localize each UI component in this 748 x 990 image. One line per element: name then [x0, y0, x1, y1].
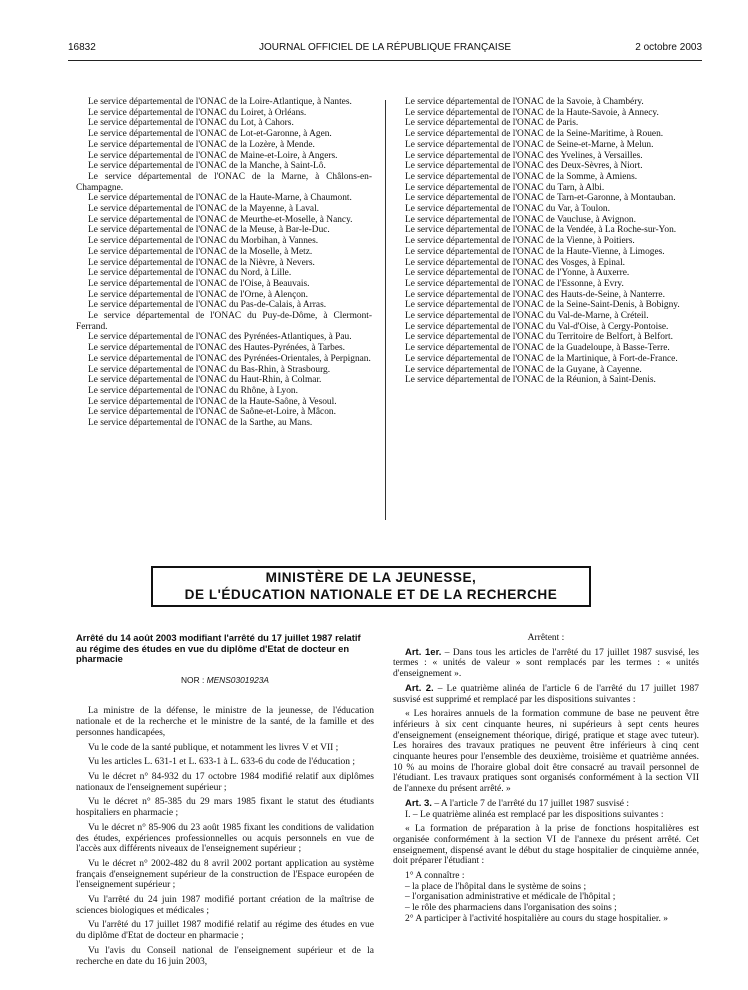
- arrete-right-column: [393, 633, 699, 925]
- article-3-dash-2: – l'organisation administrative et médicale de l'hôpital ;: [405, 892, 616, 903]
- arrete-title: Arrêté du 14 août 2003 modifiant l'arrêté du 17 juillet 1987 relatif au régime des études en vue du diplôme d'Etat de docteur en pharmacie: [76, 632, 361, 665]
- onac-service-entry: Le service départemental de l'ONAC du Var, à Toulon.: [405, 204, 610, 215]
- issue-date: 2 octobre 2003: [635, 42, 702, 53]
- article-3-dash-3: – le rôle des pharmaciens dans l'organisation des soins ;: [405, 903, 617, 914]
- onac-service-entry: Le service départemental de l'ONAC du Bas-Rhin, à Strasbourg.: [88, 364, 331, 375]
- onac-service-entry: Le service départemental de l'ONAC de Vaucluse, à Avignon.: [405, 214, 636, 225]
- onac-service-entry: Le service départemental de l'ONAC de l'Yonne, à Auxerre.: [405, 268, 630, 279]
- ministry-heading: [151, 566, 591, 607]
- onac-service-entry: Le service départemental de l'ONAC de Paris.: [405, 118, 579, 129]
- article-3-quote: « La formation de préparation à la prise de fonctions hospitalières est organisée conformément à la section VI de l'annexe du présent arrêté. Cet enseignement, dispensé avant le début du stage hospitalier de cinquième année, doit préparer l'étudiant :: [393, 824, 699, 867]
- onac-service-entry: Le service départemental de l'ONAC de la Réunion, à Saint-Denis.: [405, 375, 656, 386]
- page-number: 16832: [68, 42, 96, 53]
- onac-service-entry: Le service départemental de l'ONAC de Seine-et-Marne, à Melun.: [405, 139, 654, 150]
- arretent: Arrêtent :: [527, 633, 565, 643]
- onac-service-entry: Le service départemental de l'ONAC du Tarn, à Albi.: [405, 182, 605, 193]
- preamble-visa: Vu les articles L. 631-1 et L. 633-1 à L. 633-6 du code de l'éducation ;: [88, 757, 356, 768]
- preamble-visa: Vu le décret n° 2002-482 du 8 avril 2002 portant application au système français d'enseignement supérieur de la construction de l'Espace européen de l'enseignement supérieur ;: [76, 858, 374, 891]
- onac-service-entry: Le service départemental de l'ONAC des Yvelines, à Versailles.: [405, 150, 643, 161]
- nor-label: NOR :: [181, 674, 205, 685]
- onac-service-entry: Le service départemental de l'ONAC du Puy-de-Dôme, à Clermont-Ferrand.: [76, 311, 372, 332]
- article-1: [393, 648, 699, 680]
- ministry-heading-line2: DE L'ÉDUCATION NATIONALE ET DE LA RECHERCHE: [184, 587, 558, 602]
- onac-service-entry: Le service départemental de l'ONAC de Maine-et-Loire, à Angers.: [88, 150, 338, 161]
- article-3-item-2: 2° A participer à l'activité hospitalière au cours du stage hospitalier. »: [405, 913, 668, 924]
- onac-service-entry: Le service départemental de l'ONAC de la Haute-Marne, à Chaumont.: [88, 193, 352, 204]
- onac-service-entry: Le service départemental de l'ONAC de la Guadeloupe, à Basse-Terre.: [405, 343, 670, 354]
- onac-service-entry: Le service départemental de l'ONAC du Pas-de-Calais, à Arras.: [88, 300, 327, 311]
- onac-service-entry: Le service départemental de l'ONAC des Vosges, à Epinal.: [405, 257, 626, 268]
- onac-service-entry: Le service départemental de l'ONAC des Pyrénées-Atlantiques, à Pau.: [88, 332, 352, 343]
- nor-code: MENS0301923A: [206, 674, 269, 685]
- onac-service-entry: Le service départemental de l'ONAC de la Marne, à Châlons-en-Champagne.: [76, 171, 372, 193]
- onac-service-entry: Le service départemental de l'ONAC des Pyrénées-Orientales, à Perpignan.: [88, 353, 371, 364]
- onac-service-entry: Le service départemental de l'ONAC de la Martinique, à Fort-de-France.: [405, 353, 678, 364]
- article-2-quote: « Les horaires annuels de la formation commune de base ne peuvent être inférieurs à six cent cinquante heures, ni supérieurs à sept cents heures d'enseignement (enseignement théorique, dirigé, pratique et stage avec tuteur). Les horaires des travaux pratiques ne peuvent être inférieurs à cinq cent cinquante heures pour l'ensemble des deuxième, troisième et quatrième années. 10 % au moins de l'horaire global doit être consacré au travail personnel de l'étudiant. Les travaux pratiques sont organisés conformément à la section VII de l'annexe du présent arrêté. »: [393, 709, 699, 795]
- article-1-text: – Dans tous les articles de l'arrêté du 17 juillet 1987 susvisé, les termes : « unités de valeur » sont remplacés par les termes : « unités d'enseignement ».: [393, 647, 699, 680]
- onac-service-entry: Le service départemental de l'ONAC de Saône-et-Loire, à Mâcon.: [88, 407, 336, 418]
- onac-service-entry: Le service départemental de l'ONAC du Territoire de Belfort, à Belfort.: [405, 332, 673, 343]
- onac-service-entry: Le service départemental de l'ONAC de Lot-et-Garonne, à Agen.: [88, 129, 332, 140]
- onac-service-entry: Le service départemental de l'ONAC des Hauts-de-Seine, à Nanterre.: [405, 289, 665, 300]
- onac-service-entry: Le service départemental de l'ONAC de la Manche, à Saint-Lô.: [88, 161, 326, 172]
- onac-service-entry: Le service départemental de l'ONAC du Morbihan, à Vannes.: [88, 236, 319, 247]
- onac-service-entry: Le service départemental de l'ONAC de l'Orne, à Alençon.: [88, 289, 308, 300]
- onac-service-entry: Le service départemental de l'ONAC de la Sarthe, au Mans.: [88, 418, 313, 429]
- journal-title: JOURNAL OFFICIEL DE LA RÉPUBLIQUE FRANÇAISE: [258, 42, 512, 53]
- onac-service-entry: Le service départemental de l'ONAC de la Vienne, à Poitiers.: [405, 236, 635, 247]
- onac-service-entry: Le service départemental de l'ONAC de la Loire-Atlantique, à Nantes.: [88, 97, 352, 107]
- onac-service-entry: Le service départemental de l'ONAC de la Guyane, à Cayenne.: [405, 364, 642, 375]
- onac-service-entry: Le service départemental de l'ONAC de la Seine-Saint-Denis, à Bobigny.: [405, 300, 680, 311]
- onac-service-entry: Le service départemental de l'ONAC de la Meuse, à Bar-le-Duc.: [88, 225, 330, 236]
- onac-service-entry: Le service départemental de l'ONAC de la Haute-Saône, à Vesoul.: [88, 396, 337, 407]
- onac-service-entry: Le service départemental de l'ONAC de Tarn-et-Garonne, à Montauban.: [405, 193, 676, 204]
- arrete-preamble: [76, 706, 374, 967]
- preamble-visa: Vu le décret n° 85-385 du 29 mars 1985 fixant le statut des étudiants hospitaliers en pharmacie ;: [76, 797, 374, 819]
- article-3-text: – A l'article 7 de l'arrêté du 17 juillet 1987 susvisé :: [431, 798, 630, 809]
- page-header: [68, 42, 702, 60]
- onac-service-entry: Le service départemental de l'ONAC de la Haute-Vienne, à Limoges.: [405, 246, 665, 257]
- article-3-dash-1: – la place de l'hôpital dans le système de soins ;: [405, 881, 587, 892]
- onac-service-entry: Le service départemental de l'ONAC de la Mayenne, à Laval.: [88, 204, 320, 215]
- preamble-ministers: La ministre de la défense, le ministre de la jeunesse, de l'éducation nationale et de la recherche et le ministre de la santé, de la famille et des personnes handicapées,: [76, 706, 374, 738]
- article-2-text: – Le quatrième alinéa de l'article 6 de l'arrêté du 17 juillet 1987 susvisé est supprimé et remplacé par les dispositions suivantes :: [393, 683, 699, 705]
- preamble-visa: Vu l'arrêté du 24 juin 1987 modifié portant création de la maîtrise de sciences biologiques et médicales ;: [76, 895, 374, 916]
- preamble-visa: Vu le décret n° 85-906 du 23 août 1985 fixant les conditions de validation des études, expériences professionnelles ou acquis personnels en vue de l'accès aux différents niveaux de l'enseignement supérieur ;: [76, 822, 374, 855]
- article-2-label: Art. 2.: [405, 682, 434, 694]
- article-3-para1: I. – Le quatrième alinéa est remplacé par les dispositions suivantes :: [405, 809, 664, 820]
- nor-reference: [76, 675, 374, 686]
- onac-service-entry: Le service départemental de l'ONAC de la Seine-Maritime, à Rouen.: [405, 129, 664, 140]
- onac-service-entry: Le service départemental de l'ONAC du Rhône, à Lyon.: [88, 385, 298, 396]
- preamble-visa: Vu le code de la santé publique, et notamment les livres V et VII ;: [88, 742, 339, 753]
- onac-service-entry: Le service départemental de l'ONAC des Deux-Sèvres, à Niort.: [405, 161, 643, 172]
- onac-service-entry: Le service départemental de l'ONAC du Loiret, à Orléans.: [88, 107, 307, 118]
- ministry-heading-line1: MINISTÈRE DE LA JEUNESSE,: [265, 570, 477, 585]
- onac-list-right: [393, 97, 697, 386]
- header-rule: [68, 60, 702, 61]
- preamble-visa: Vu le décret n° 84-932 du 17 octobre 1984 modifié relatif aux diplômes nationaux de l'enseignement supérieur ;: [76, 772, 374, 793]
- onac-service-entry: Le service départemental de l'ONAC de la Moselle, à Metz.: [88, 246, 313, 257]
- onac-service-entry: Le service départemental de l'ONAC de la Nièvre, à Nevers.: [88, 257, 315, 268]
- article-3-label: Art. 3.: [405, 797, 432, 809]
- article-3: [393, 799, 699, 810]
- preamble-visa: Vu l'avis du Conseil national de l'enseignement supérieur et de la recherche en date du 16 juin 2003,: [76, 945, 374, 967]
- onac-service-entry: Le service départemental de l'ONAC du Lot, à Cahors.: [88, 118, 294, 129]
- onac-service-entry: Le service départemental de l'ONAC de la Lozère, à Mende.: [88, 139, 315, 150]
- onac-service-entry: Le service départemental de l'ONAC du Val-d'Oise, à Cergy-Pontoise.: [405, 321, 669, 332]
- onac-service-entry: Le service départemental de l'ONAC des Hautes-Pyrénées, à Tarbes.: [88, 343, 346, 354]
- article-1-label: Art. 1er.: [405, 646, 442, 658]
- arrete-left-column: [76, 633, 374, 967]
- onac-service-entry: Le service départemental de l'ONAC du Val-de-Marne, à Créteil.: [405, 311, 649, 322]
- article-2: [393, 684, 699, 705]
- onac-service-entry: Le service départemental de l'ONAC de la Haute-Savoie, à Annecy.: [405, 107, 659, 118]
- onac-service-entry: Le service départemental de l'ONAC de Meurthe-et-Moselle, à Nancy.: [88, 214, 353, 225]
- onac-service-entry: Le service départemental de l'ONAC de l'Essonne, à Evry.: [405, 278, 624, 289]
- onac-service-entry: Le service départemental de l'ONAC du Haut-Rhin, à Colmar.: [88, 375, 322, 386]
- onac-service-entry: Le service départemental de l'ONAC de l'Oise, à Beauvais.: [88, 278, 310, 289]
- onac-service-entry: Le service départemental de l'ONAC du Nord, à Lille.: [88, 268, 292, 279]
- onac-service-entry: Le service départemental de l'ONAC de la Savoie, à Chambéry.: [405, 97, 644, 107]
- onac-service-entry: Le service départemental de l'ONAC de la Somme, à Amiens.: [405, 171, 638, 182]
- column-separator: [385, 100, 386, 520]
- article-3-item-1: 1° A connaître :: [405, 871, 465, 882]
- onac-service-entry: Le service départemental de l'ONAC de la Vendée, à La Roche-sur-Yon.: [405, 225, 677, 236]
- preamble-visa: Vu l'arrêté du 17 juillet 1987 modifié relatif au régime des études en vue du diplôme d'Etat de docteur en pharmacie ;: [76, 920, 374, 942]
- onac-list-left: [76, 97, 372, 429]
